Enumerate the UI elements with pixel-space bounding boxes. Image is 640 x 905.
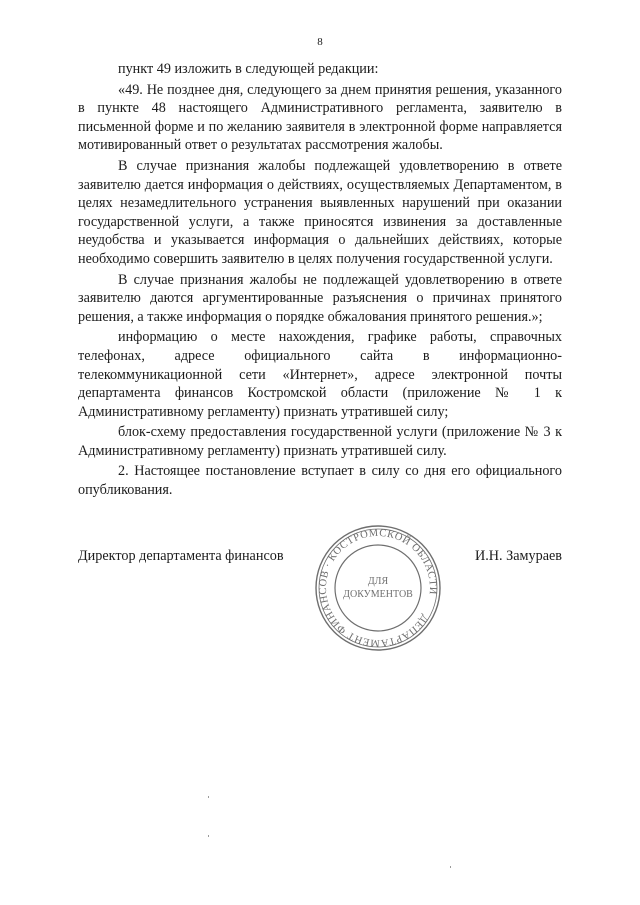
paragraph-4: В случае признания жалобы не подлежащей удовлетворению в ответе заявителю даются аргументированные разъяснения о причинах принятого решения, а также информация о порядке обжалования принятого решения.»; — [78, 271, 562, 325]
paragraph-2: «49. Не позднее дня, следующего за днем принятия решения, указанного в пункте 48 настоящего Административного регламента, заявителю в письменной форме и по желанию заявителя в электронной форме направляется мотивированный ответ о результатах рассмотрения жалобы. — [78, 81, 562, 154]
signatory-title: Директор департамента финансов — [78, 548, 284, 564]
stamp-outer-text: ДЕПАРТАМЕНТ ФИНАНСОВ · КОСТРОМСКОЙ ОБЛАСТИ — [317, 527, 439, 649]
document-body — [78, 60, 562, 502]
stamp-center-line-2: ДОКУМЕНТОВ — [343, 589, 413, 600]
paragraph-7: 2. Настоящее постановление вступает в силу со дня его официального опубликования. — [78, 463, 562, 499]
scan-speck — [208, 835, 209, 837]
scan-speck — [208, 796, 209, 798]
page-number: 8 — [317, 36, 323, 48]
signatory-name: И.Н. Замураев — [475, 548, 562, 564]
stamp-seal-icon — [312, 522, 444, 654]
paragraph-1: пункт 49 изложить в следующей редакции: — [118, 61, 379, 77]
paragraph-6: блок-схему предоставления государственной услуги (приложение № 3 к Административному регламенту) признать утратившей силу. — [78, 424, 562, 459]
stamp-center-line-1: ДЛЯ — [367, 576, 389, 587]
paragraph-3: В случае признания жалобы подлежащей удовлетворению в ответе заявителю дается информация о действиях, осуществляемых Департаментом, в целях незамедлительного устранения выявленных нарушений при оказании государственной услуги, а также приносятся извинения за доставленные неудобства и указывается информация о дальнейших действиях, которые необходимо совершить заявителю в целях получения государственной услуги. — [78, 157, 562, 267]
scan-speck — [450, 866, 451, 868]
official-stamp — [312, 522, 444, 654]
paragraph-5: информацию о месте нахождения, графике работы, справочных телефонах, адресе официального сайта в информационно-телекоммуникационной сети «Интернет», адресе электронной почты департамента финансов Костромской области (приложение № 1 к Административному регламенту) признать утратившей силу; — [78, 329, 562, 420]
svg-text:ДЕПАРТАМЕНТ ФИНАНСОВ · КОСТРОМ — [312, 522, 444, 654]
